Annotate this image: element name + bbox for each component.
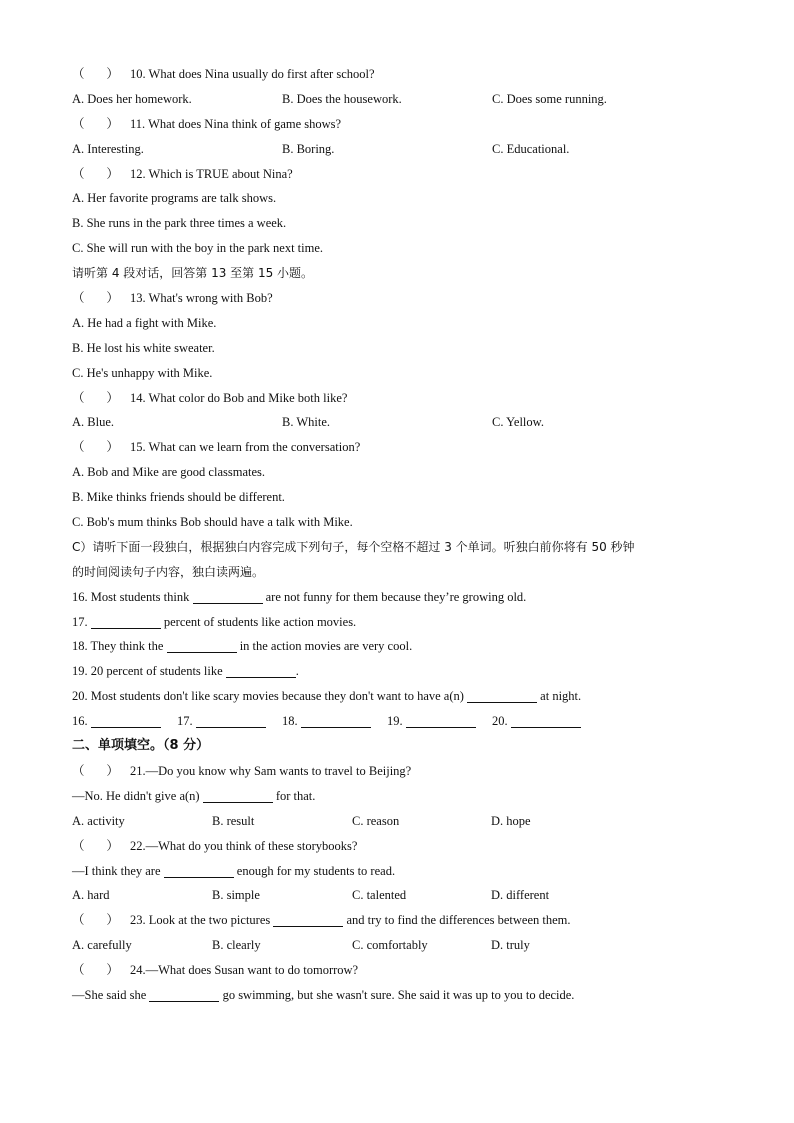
- answer-slot-19[interactable]: [387, 709, 476, 734]
- options-21: [72, 809, 752, 834]
- question-text: —What do you think of these storybooks?: [145, 838, 358, 853]
- sentence-18: [72, 634, 752, 659]
- sentence-text-pre: 20. Most students don't like scary movies because they don't want to have a(n): [72, 689, 464, 704]
- option-d: D. truly: [491, 938, 530, 953]
- question-14: [72, 386, 752, 411]
- blank-line: [167, 638, 237, 653]
- sentence-text-pre: —No. He didn't give a(n): [72, 788, 200, 803]
- question-24: [72, 958, 752, 983]
- option-b: B. result: [212, 813, 255, 828]
- question-number: 12.: [130, 166, 146, 181]
- option-c: C. comfortably: [352, 938, 428, 953]
- question-number: 10.: [130, 67, 146, 81]
- option-a: A. Blue.: [72, 415, 115, 430]
- question-text: —What does Susan want to do tomorrow?: [145, 963, 359, 978]
- option-c: C. Yellow.: [492, 415, 544, 430]
- answer-bracket: （ ）: [72, 291, 119, 306]
- question-10: [72, 62, 752, 87]
- sentence-text-post: in the action movies are very cool.: [239, 639, 413, 654]
- options-23: [72, 933, 752, 958]
- answer-bracket: （ ）: [72, 67, 119, 81]
- blank-line: [91, 614, 161, 629]
- answer-label: 20.: [492, 714, 508, 729]
- answer-label: 19.: [387, 714, 403, 729]
- sentence-17: [72, 610, 752, 635]
- sentence-text-post: and try to find the differences between them.: [346, 913, 571, 928]
- option-b: B. simple: [212, 888, 260, 903]
- sentence-text-pre: 19. 20 percent of students like: [72, 664, 223, 679]
- sentence-text-pre: 17.: [72, 614, 88, 629]
- sentence-text-post: for that.: [275, 788, 316, 803]
- answer-bracket: （ ）: [72, 390, 119, 405]
- sentence-text-pre: Look at the two pictures: [148, 913, 271, 928]
- answer-bracket: （ ）: [72, 166, 119, 181]
- answer-label: 17.: [177, 714, 193, 729]
- option-a: A. Does her homework.: [72, 91, 192, 106]
- blank-line: [193, 589, 263, 604]
- option-d: D. hope: [491, 813, 531, 828]
- options-11: [72, 137, 752, 162]
- option-c: C. Does some running.: [492, 91, 607, 106]
- sentence-text-post: are not funny for them because they’re growing old.: [265, 589, 527, 604]
- option-b: B. He lost his white sweater.: [72, 340, 215, 355]
- option-a: A. activity: [72, 813, 125, 828]
- sentence-text-pre: 18. They think the: [72, 639, 164, 654]
- option-b: B. Mike thinks friends should be different.: [72, 490, 285, 505]
- blank-line: [511, 713, 581, 728]
- answer-bracket: （ ）: [72, 440, 119, 455]
- blank-line: [196, 713, 266, 728]
- options-14: [72, 410, 752, 435]
- blank-line: [149, 987, 219, 1002]
- options-10: [72, 87, 752, 112]
- option-c: C. He's unhappy with Mike.: [72, 365, 213, 380]
- question-number: 22.: [130, 838, 146, 853]
- answer-slot-20[interactable]: [492, 709, 581, 734]
- sentence-text-post: percent of students like action movies.: [163, 614, 357, 629]
- answer-bracket: （ ）: [72, 763, 119, 778]
- sentence-text-post: enough for my students to read.: [236, 863, 396, 878]
- sentence-text-post: .: [295, 664, 299, 679]
- sentence-text-post: go swimming, but she wasn't sure. She said it was up to you to decide.: [222, 987, 575, 1002]
- option-c: C. reason: [352, 813, 400, 828]
- question-22-line2: [72, 859, 752, 884]
- answer-bracket: （ ）: [72, 963, 119, 978]
- option-a: A. Bob and Mike are good classmates.: [72, 465, 266, 480]
- answer-slot-16[interactable]: [72, 709, 161, 734]
- answer-label: 18.: [282, 714, 298, 729]
- question-22: [72, 834, 752, 859]
- blank-line: [226, 663, 296, 678]
- sentence-text-pre: —She said she: [72, 987, 147, 1002]
- question-text: What can we learn from the conversation?: [148, 440, 361, 455]
- answer-bracket: （ ）: [72, 913, 119, 928]
- blank-line: [91, 713, 161, 728]
- question-21-line2: [72, 784, 752, 809]
- answer-label: 16.: [72, 714, 88, 729]
- question-13: [72, 286, 752, 311]
- question-text: —Do you know why Sam wants to travel to Beijing?: [145, 763, 412, 778]
- option-a: A. Her favorite programs are talk shows.: [72, 191, 277, 206]
- option-a: A. hard: [72, 888, 110, 903]
- option-b: B. She runs in the park three times a week.: [72, 216, 287, 231]
- sentence-text-post: at night.: [540, 689, 582, 704]
- question-11: [72, 112, 752, 137]
- sentence-text-pre: —I think they are: [72, 863, 161, 878]
- options-22: [72, 883, 752, 908]
- question-12: [72, 162, 752, 187]
- option-b: B. Does the housework.: [282, 91, 402, 106]
- option-a: A. carefully: [72, 938, 132, 953]
- option-b: B. White.: [282, 415, 331, 430]
- question-number: 21.: [130, 763, 146, 778]
- blank-line: [203, 788, 273, 803]
- question-text: What's wrong with Bob?: [148, 291, 273, 306]
- option-c: C. Educational.: [492, 141, 570, 156]
- answer-bracket: （ ）: [72, 838, 119, 853]
- question-text: What does Nina think of game shows?: [148, 116, 342, 131]
- option-a: A. He had a fight with Mike.: [72, 315, 217, 330]
- instruction-part-4: 请听第 4 段对话，回答第 13 至第 15 小题。: [72, 266, 314, 281]
- answer-slot-18[interactable]: [282, 709, 371, 734]
- question-number: 14.: [130, 390, 146, 405]
- question-15: [72, 435, 752, 460]
- option-b: B. Boring.: [282, 141, 335, 156]
- blank-line: [467, 688, 537, 703]
- blank-line: [273, 912, 343, 927]
- question-number: 23.: [130, 913, 146, 928]
- option-b: B. clearly: [212, 938, 261, 953]
- answer-slot-17[interactable]: [177, 709, 266, 734]
- sentence-19: [72, 659, 752, 684]
- sentence-20: [72, 684, 752, 709]
- option-c: C. talented: [352, 888, 407, 903]
- sentence-text-pre: 16. Most students think: [72, 589, 190, 604]
- answer-bracket: （ ）: [72, 116, 119, 131]
- question-number: 13.: [130, 291, 146, 306]
- answer-row: [72, 709, 752, 734]
- section-c-instruction-line1: C）请听下面一段独白，根据独白内容完成下列句子，每个空格不超过 3 个单词。听独白前你将有 50 秒钟: [72, 539, 635, 554]
- option-a: A. Interesting.: [72, 141, 144, 156]
- question-number: 15.: [130, 440, 146, 455]
- blank-line: [406, 713, 476, 728]
- option-d: D. different: [491, 888, 550, 903]
- option-c: C. She will run with the boy in the park next time.: [72, 241, 324, 256]
- question-text: Which is TRUE about Nina?: [148, 166, 293, 181]
- question-24-line2: [72, 983, 752, 1008]
- question-text: What color do Bob and Mike both like?: [148, 390, 348, 405]
- blank-line: [301, 713, 371, 728]
- exam-page: [72, 62, 752, 1008]
- section-2-heading: 二、单项填空。（8 分）: [72, 738, 210, 754]
- question-23: [72, 908, 752, 933]
- question-21: [72, 759, 752, 784]
- blank-line: [164, 863, 234, 878]
- question-number: 24.: [130, 963, 146, 978]
- section-c-instruction-line2: 的时间阅读句子内容，独白读两遍。: [72, 564, 265, 579]
- question-number: 11.: [130, 116, 146, 131]
- option-c: C. Bob's mum thinks Bob should have a talk with Mike.: [72, 515, 353, 530]
- question-text: What does Nina usually do first after school?: [148, 67, 375, 81]
- sentence-16: [72, 585, 752, 610]
